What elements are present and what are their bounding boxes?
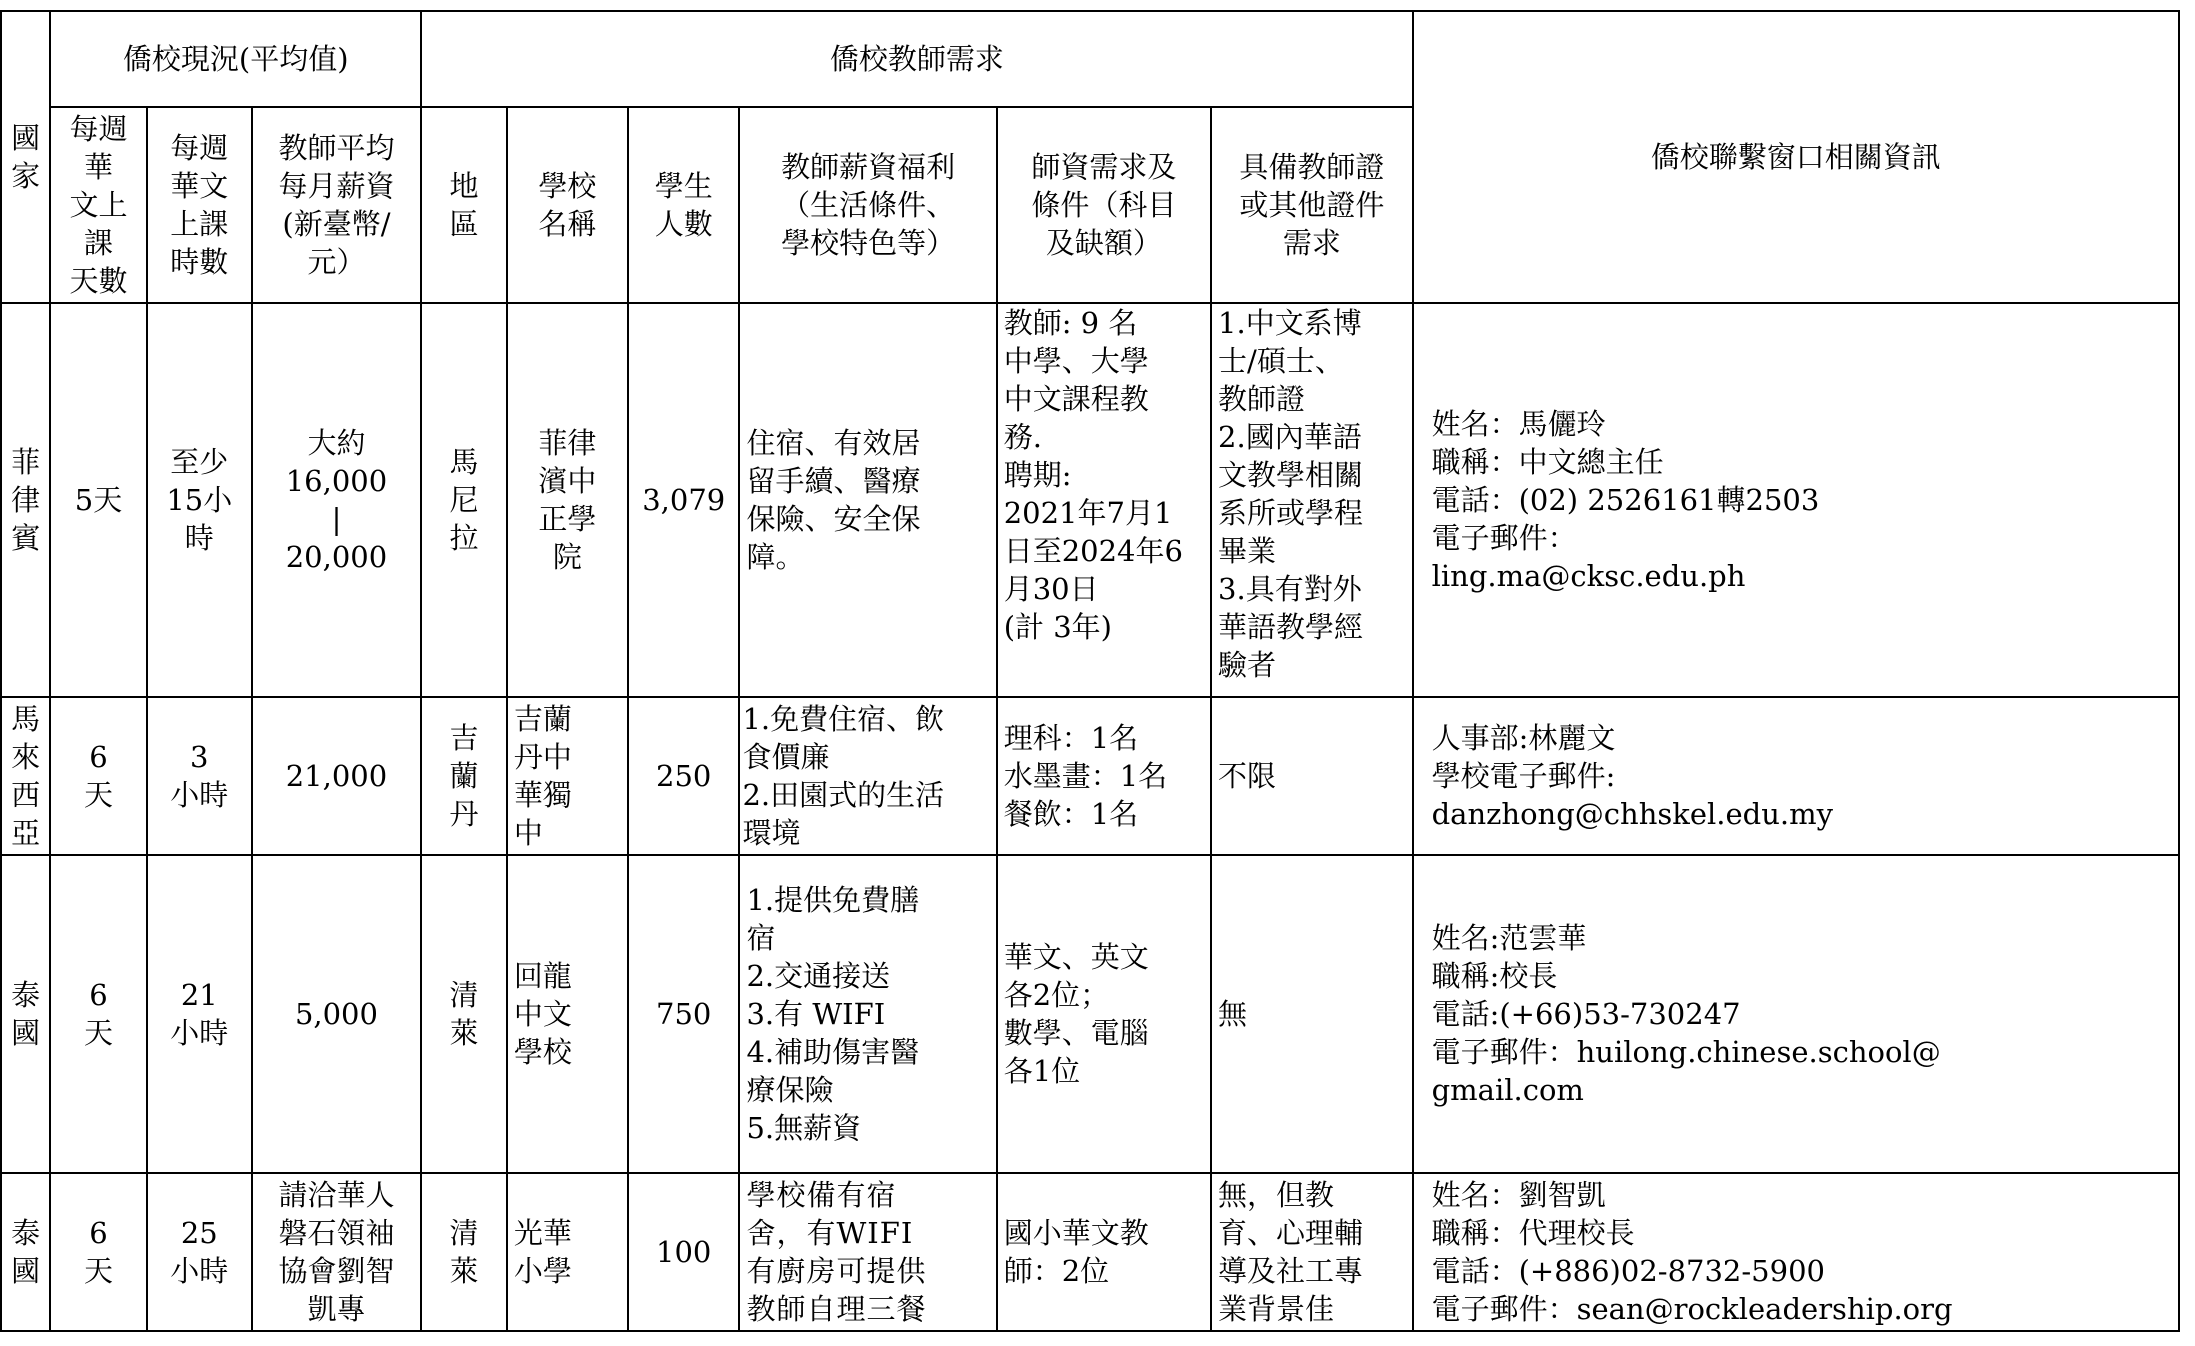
cell-line: 天 <box>84 778 114 812</box>
cell-line: 請洽華人 <box>278 1178 395 1212</box>
cell-line: 蘭 <box>449 759 479 793</box>
cell-line: 電子郵件：huilong.chinese.school@ <box>1431 1035 1941 1069</box>
cell-line: 學生 <box>654 169 713 203</box>
cell-line: 名稱 <box>538 207 597 241</box>
cell-certificates <box>1211 1173 1413 1331</box>
cell-contact <box>1413 1173 2179 1331</box>
cell-line: 數學、電腦 <box>1003 1016 1149 1050</box>
cell-line: 1.中文系博 <box>1218 306 1362 340</box>
cell-line: 育、心理輔 <box>1218 1216 1364 1250</box>
cell-line: 區 <box>449 207 479 241</box>
cell-line: 西 <box>11 778 41 812</box>
cell-line: 日至2024年6 <box>1003 534 1183 568</box>
cell-salary <box>252 1173 421 1331</box>
cell-line: 清 <box>449 1216 479 1250</box>
cell-line: 6 <box>89 978 108 1012</box>
table-body <box>1 303 2179 1331</box>
cell-line: (計 3年) <box>1003 610 1112 644</box>
cell-line: 業背景佳 <box>1218 1292 1335 1326</box>
cell-line: 每月薪資 <box>278 169 395 203</box>
cell-line: 或其他證件 <box>1239 188 1385 222</box>
cell-hours <box>147 1173 252 1331</box>
cell-line: 馬 <box>449 445 479 479</box>
cell-line: 國小華文教 <box>1003 1216 1149 1250</box>
cell-line: 4.補助傷害醫 <box>746 1035 920 1069</box>
cell-days <box>50 697 146 855</box>
cell-line: 5,000 <box>294 997 378 1031</box>
cell-line: 驗者 <box>1218 648 1277 682</box>
cell-students: 750 <box>628 855 739 1173</box>
cell-requirements <box>997 697 1211 855</box>
header-requirements <box>997 107 1211 303</box>
header-contact-info: 僑校聯繫窗口相關資訊 <box>1413 11 2179 303</box>
header-student-count <box>628 107 739 303</box>
table-row <box>1 1173 2179 1331</box>
cell-line: 丹 <box>449 797 479 831</box>
cell-salary <box>252 855 421 1173</box>
cell-line: 21 <box>180 978 218 1012</box>
cell-line: 時數 <box>170 245 229 279</box>
cell-benefits <box>739 303 996 697</box>
cell-line: 天 <box>84 1016 114 1050</box>
cell-line: 2021年7月1 <box>1003 496 1173 530</box>
cell-line: 6 <box>89 1216 108 1250</box>
cell-line: 士/碩士、 <box>1218 344 1344 378</box>
cell-line: 教師證 <box>1218 382 1306 416</box>
cell-line: 教師自理三餐 <box>746 1292 927 1326</box>
cell-line: 職稱:校長 <box>1431 959 1558 993</box>
cell-line: 華文、英文 <box>1003 940 1149 974</box>
cell-line: 吉蘭 <box>513 702 572 736</box>
cell-line: 職稱：代理校長 <box>1431 1216 1635 1250</box>
cell-line: 不限 <box>1218 759 1277 793</box>
cell-line: 華語教學經 <box>1218 610 1364 644</box>
cell-line: 姓名：馬儷玲 <box>1431 407 1606 441</box>
cell-days <box>50 1173 146 1331</box>
cell-line: 留手續、醫療 <box>746 464 921 498</box>
cell-line: 學校電子郵件: <box>1431 759 1616 793</box>
cell-line: 中學、大學 <box>1003 344 1149 378</box>
header-avg-salary <box>252 107 421 303</box>
cell-line: 磐石領袖 <box>278 1216 395 1250</box>
cell-line: 教師平均 <box>278 131 395 165</box>
cell-line: 5天 <box>74 483 123 517</box>
cell-line: 大約 <box>307 426 366 460</box>
cell-line: 教師: 9 名 <box>1003 306 1138 340</box>
cell-line: 20,000 <box>285 540 388 574</box>
cell-line: 及缺額） <box>1045 226 1162 260</box>
cell-line: 3.有 WIFI <box>746 997 886 1031</box>
cell-line: gmail.com <box>1431 1073 1584 1107</box>
cell-line: 濱中 <box>538 464 597 498</box>
cell-line: 中文 <box>513 997 572 1031</box>
cell-line: 律 <box>11 483 41 517</box>
cell-line: 學校 <box>538 169 597 203</box>
cell-line: 人數 <box>654 207 713 241</box>
cell-benefits <box>739 855 996 1173</box>
cell-line: 姓名:范雲華 <box>1431 921 1587 955</box>
cell-line: 時 <box>184 521 214 555</box>
cell-line: 天 <box>84 1254 114 1288</box>
cell-line: 1.免費住宿、飲 <box>742 702 945 736</box>
cell-school <box>507 697 628 855</box>
cell-line: 地 <box>449 169 479 203</box>
cell-line: 尼 <box>449 483 479 517</box>
cell-line: ling.ma@cksc.edu.ph <box>1431 559 1746 593</box>
cell-line: 3.具有對外 <box>1218 572 1362 606</box>
cell-school <box>507 303 628 697</box>
cell-line: 上課 <box>170 207 229 241</box>
cell-line: 至少 <box>170 445 229 479</box>
cell-line: 療保險 <box>746 1073 834 1107</box>
cell-line: 院 <box>552 540 582 574</box>
cell-line: 天數 <box>69 264 128 298</box>
table-row <box>1 303 2179 697</box>
cell-line: 中文課程教 <box>1003 382 1149 416</box>
cell-line: 25 <box>180 1216 218 1250</box>
cell-line: 6 <box>89 740 108 774</box>
header-current-status-group: 僑校現況(平均值) <box>50 11 421 107</box>
cell-line: 小時 <box>170 1254 229 1288</box>
cell-region <box>421 855 507 1173</box>
cell-line: 菲 <box>11 445 41 479</box>
cell-salary <box>252 697 421 855</box>
cell-line: 賓 <box>11 521 41 555</box>
cell-country <box>1 1173 50 1331</box>
cell-line: 2.國內華語 <box>1218 420 1362 454</box>
cell-line: 舍，有WIFI <box>746 1216 914 1250</box>
cell-line: 各1位 <box>1003 1054 1081 1088</box>
cell-line: 華獨 <box>513 778 572 812</box>
cell-line: （生活條件、 <box>781 188 956 222</box>
header-school-name <box>507 107 628 303</box>
cell-line: 文教學相關 <box>1218 458 1364 492</box>
cell-line: 文上課 <box>69 188 128 260</box>
cell-line: 泰 <box>11 1216 41 1250</box>
cell-line: 中 <box>513 816 543 850</box>
cell-requirements <box>997 855 1211 1173</box>
cell-students: 250 <box>628 697 739 855</box>
cell-school <box>507 855 628 1173</box>
cell-line: 菲律 <box>538 426 597 460</box>
cell-line: 無 <box>1218 997 1248 1031</box>
cell-line: 住宿、有效居 <box>746 426 921 460</box>
cell-line: 泰 <box>11 978 41 1012</box>
cell-line: 丹中 <box>513 740 572 774</box>
cell-certificates <box>1211 855 1413 1173</box>
cell-line: 學校 <box>513 1035 572 1069</box>
cell-country <box>1 697 50 855</box>
cell-region <box>421 303 507 697</box>
cell-line: 務. <box>1003 420 1042 454</box>
cell-line: 來 <box>11 740 41 774</box>
cell-line: 電話：(+886)02-8732-5900 <box>1431 1254 1825 1288</box>
cell-line: 16,000 <box>285 464 388 498</box>
cell-line: 電子郵件： <box>1431 521 1577 555</box>
cell-region <box>421 1173 507 1331</box>
header-days-per-week <box>50 107 146 303</box>
cell-line: 每週 <box>170 131 229 165</box>
cell-hours <box>147 855 252 1173</box>
cell-line: 導及社工專 <box>1218 1254 1364 1288</box>
cell-students: 100 <box>628 1173 739 1331</box>
cell-line: 凱專 <box>307 1292 366 1326</box>
cell-line: 宿 <box>746 921 776 955</box>
cell-line: danzhong@chhskel.edu.my <box>1431 797 1833 831</box>
cell-line: 協會劉智 <box>278 1254 395 1288</box>
header-benefits <box>739 107 996 303</box>
cell-line: 拉 <box>449 521 479 555</box>
header-certificates <box>1211 107 1413 303</box>
cell-line: 保險、安全保 <box>746 502 921 536</box>
school-teacher-demand-sheet <box>0 10 2180 1332</box>
table-row <box>1 855 2179 1173</box>
cell-hours <box>147 697 252 855</box>
cell-line: 障。 <box>746 540 805 574</box>
cell-line: 畢業 <box>1218 534 1277 568</box>
cell-benefits <box>739 697 996 855</box>
cell-line: 小時 <box>170 1016 229 1050</box>
cell-line: 聘期: <box>1003 458 1072 492</box>
cell-line: | <box>331 502 342 536</box>
cell-char: 國 <box>11 121 41 155</box>
cell-line: 人事部:林麗文 <box>1431 721 1616 755</box>
cell-line: 月30日 <box>1003 572 1099 606</box>
cell-line: 學校備有宿 <box>746 1178 897 1212</box>
cell-line: 正學 <box>538 502 597 536</box>
cell-requirements <box>997 303 1211 697</box>
cell-country <box>1 855 50 1173</box>
cell-line: 15小 <box>166 483 233 517</box>
cell-school <box>507 1173 628 1331</box>
cell-line: 萊 <box>449 1016 479 1050</box>
cell-line: 電話：(02) 2526161轉2503 <box>1431 483 1820 517</box>
cell-line: 每週華 <box>69 112 128 184</box>
teacher-demand-table <box>0 10 2180 1332</box>
cell-contact <box>1413 855 2179 1173</box>
cell-line: 食價廉 <box>742 740 830 774</box>
cell-line: 元） <box>307 245 366 279</box>
cell-line: 亞 <box>11 816 41 850</box>
cell-certificates <box>1211 303 1413 697</box>
cell-hours <box>147 303 252 697</box>
cell-line: (新臺幣/ <box>282 207 391 241</box>
cell-line: 師：2位 <box>1003 1254 1110 1288</box>
cell-line: 理科：1名 <box>1003 721 1139 755</box>
header-teacher-needs-group: 僑校教師需求 <box>421 11 1412 107</box>
cell-line: 具備教師證 <box>1239 150 1385 184</box>
cell-line: 教師薪資福利 <box>781 150 956 184</box>
cell-line: 電子郵件：sean@rockleadership.org <box>1431 1292 1953 1326</box>
cell-line: 馬 <box>11 702 41 736</box>
cell-line: 條件（科目 <box>1031 188 1177 222</box>
cell-contact <box>1413 303 2179 697</box>
cell-line: 水墨畫：1名 <box>1003 759 1168 793</box>
cell-certificates <box>1211 697 1413 855</box>
header-country <box>1 11 50 303</box>
cell-salary <box>252 303 421 697</box>
cell-country <box>1 303 50 697</box>
cell-requirements <box>997 1173 1211 1331</box>
cell-line: 回龍 <box>513 959 572 993</box>
table-header <box>1 11 2179 303</box>
cell-line: 電話:(+66)53-730247 <box>1431 997 1741 1031</box>
cell-line: 光華 <box>513 1216 572 1250</box>
cell-char: 家 <box>11 159 41 193</box>
table-row <box>1 697 2179 855</box>
cell-line: 學校特色等） <box>781 226 956 260</box>
cell-line: 各2位； <box>1003 978 1110 1012</box>
cell-region <box>421 697 507 855</box>
cell-benefits <box>739 1173 996 1331</box>
cell-line: 國 <box>11 1016 41 1050</box>
cell-line: 3 <box>190 740 209 774</box>
cell-line: 5.無薪資 <box>746 1111 862 1145</box>
cell-line: 清 <box>449 978 479 1012</box>
cell-line: 華文 <box>170 169 229 203</box>
cell-line: 環境 <box>742 816 801 850</box>
cell-line: 姓名：劉智凱 <box>1431 1178 1606 1212</box>
cell-contact <box>1413 697 2179 855</box>
cell-line: 餐飲：1名 <box>1003 797 1139 831</box>
cell-line: 小時 <box>170 778 229 812</box>
cell-line: 吉 <box>449 721 479 755</box>
cell-days <box>50 855 146 1173</box>
cell-line: 21,000 <box>285 759 388 793</box>
cell-days <box>50 303 146 697</box>
cell-line: 師資需求及 <box>1031 150 1177 184</box>
cell-line: 職稱：中文總主任 <box>1431 445 1664 479</box>
header-hours-per-week <box>147 107 252 303</box>
cell-line: 國 <box>11 1254 41 1288</box>
header-region <box>421 107 507 303</box>
cell-line: 2.田園式的生活 <box>742 778 945 812</box>
cell-line: 1.提供免費膳 <box>746 883 920 917</box>
cell-line: 2.交通接送 <box>746 959 891 993</box>
cell-students: 3,079 <box>628 303 739 697</box>
cell-line: 萊 <box>449 1254 479 1288</box>
cell-line: 系所或學程 <box>1218 496 1364 530</box>
cell-line: 有廚房可提供 <box>746 1254 927 1288</box>
cell-line: 無，但教 <box>1218 1178 1335 1212</box>
cell-line: 需求 <box>1282 226 1341 260</box>
cell-line: 小學 <box>513 1254 572 1288</box>
